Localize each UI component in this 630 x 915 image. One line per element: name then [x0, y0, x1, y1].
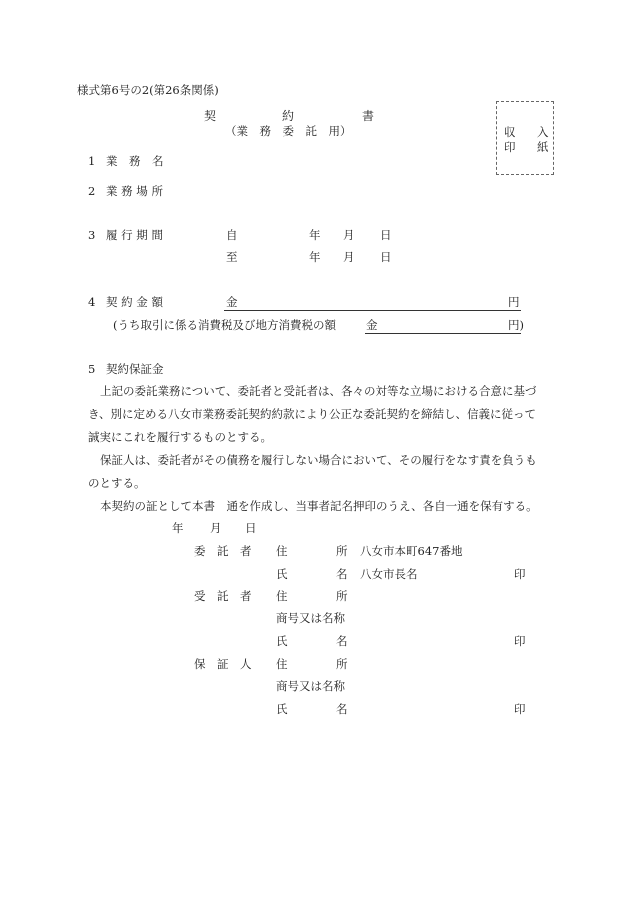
item5-label: 契約保証金	[106, 362, 164, 376]
jutaku-name-label-a: 氏	[276, 634, 288, 648]
hosho-label: 保 証 人	[194, 657, 252, 671]
form-label: 様式第6号の2(第26条関係)	[77, 83, 219, 97]
period-from-month: 月	[343, 228, 355, 242]
paragraph2-line2: のとする。	[88, 476, 146, 490]
title-subtitle: （業 務 委 託 用）	[225, 124, 352, 138]
itaku-name-label-b: 名	[336, 567, 348, 581]
stamp-char-3: 印	[504, 140, 516, 154]
tax-yen: 円)	[508, 318, 524, 332]
hosho-addr-label-b: 所	[336, 657, 348, 671]
paragraph2-line1: 保証人は、委託者がその債務を履行しない場合において、その履行をなす責を負うも	[100, 453, 537, 467]
period-from-day: 日	[380, 228, 392, 242]
title-char-2: 約	[282, 109, 295, 123]
period-to-year: 年	[309, 250, 321, 264]
stamp-char-4: 紙	[537, 140, 549, 154]
item4-label: 契 約 金 額	[106, 295, 163, 309]
itaku-label: 委 託 者	[194, 544, 252, 558]
jutaku-addr-label-a: 住	[276, 589, 288, 603]
itaku-name-label-a: 氏	[276, 567, 288, 581]
paragraph3: 本契約の証として本書 通を作成し、当事者記名押印のうえ、各自一通を保有する。	[100, 499, 538, 513]
title-char-1: 契	[204, 109, 217, 123]
jutaku-seal: 印	[514, 634, 526, 648]
jutaku-shogo-label: 商号又は名称	[276, 611, 345, 625]
paragraph1-line3: 誠実にこれを履行するものとする。	[88, 430, 272, 444]
tax-underline	[365, 333, 521, 334]
paragraph1-line1: 上記の委託業務について、委託者と受託者は、各々の対等な立場における合意に基づ	[100, 384, 537, 398]
hosho-addr-label-a: 住	[276, 657, 288, 671]
item5-number: 5	[88, 362, 96, 376]
period-from-year: 年	[309, 228, 321, 242]
jutaku-name-label-b: 名	[336, 634, 348, 648]
stamp-char-2: 入	[537, 125, 549, 139]
amount-kin: 金	[226, 295, 238, 309]
hosho-shogo-label: 商号又は名称	[276, 679, 345, 693]
tax-kin: 金	[366, 318, 378, 332]
itaku-addr-label-b: 所	[336, 544, 348, 558]
itaku-addr-label-a: 住	[276, 544, 288, 558]
item1-label: 業 務 名	[106, 154, 164, 168]
item2-label: 業 務 場 所	[106, 184, 163, 198]
signing-month: 月	[210, 521, 222, 535]
item4-number: 4	[88, 295, 96, 309]
itaku-name-value: 八女市長名	[360, 567, 418, 581]
itaku-addr-value: 八女市本町647番地	[360, 544, 463, 558]
period-from: 自	[226, 228, 238, 242]
item2-number: 2	[88, 184, 96, 198]
hosho-name-label-a: 氏	[276, 702, 288, 716]
title-char-3: 書	[362, 109, 375, 123]
item3-label: 履 行 期 間	[106, 228, 163, 242]
amount-yen: 円	[508, 295, 520, 309]
period-to-month: 月	[343, 250, 355, 264]
amount-underline	[224, 310, 521, 311]
jutaku-label: 受 託 者	[194, 589, 252, 603]
jutaku-addr-label-b: 所	[336, 589, 348, 603]
hosho-seal: 印	[514, 702, 526, 716]
itaku-seal: 印	[514, 567, 526, 581]
stamp-char-1: 収	[504, 125, 516, 139]
hosho-name-label-b: 名	[336, 702, 348, 716]
signing-day: 日	[245, 521, 257, 535]
period-to: 至	[226, 250, 238, 264]
item1-number: 1	[88, 154, 96, 168]
item3-number: 3	[88, 228, 96, 242]
tax-label: (うち取引に係る消費税及び地方消費税の額	[113, 318, 336, 332]
signing-year: 年	[172, 521, 184, 535]
paragraph1-line2: き、別に定める八女市業務委託契約約款により公正な委託契約を締結し、信義に従って	[88, 407, 537, 421]
period-to-day: 日	[380, 250, 392, 264]
